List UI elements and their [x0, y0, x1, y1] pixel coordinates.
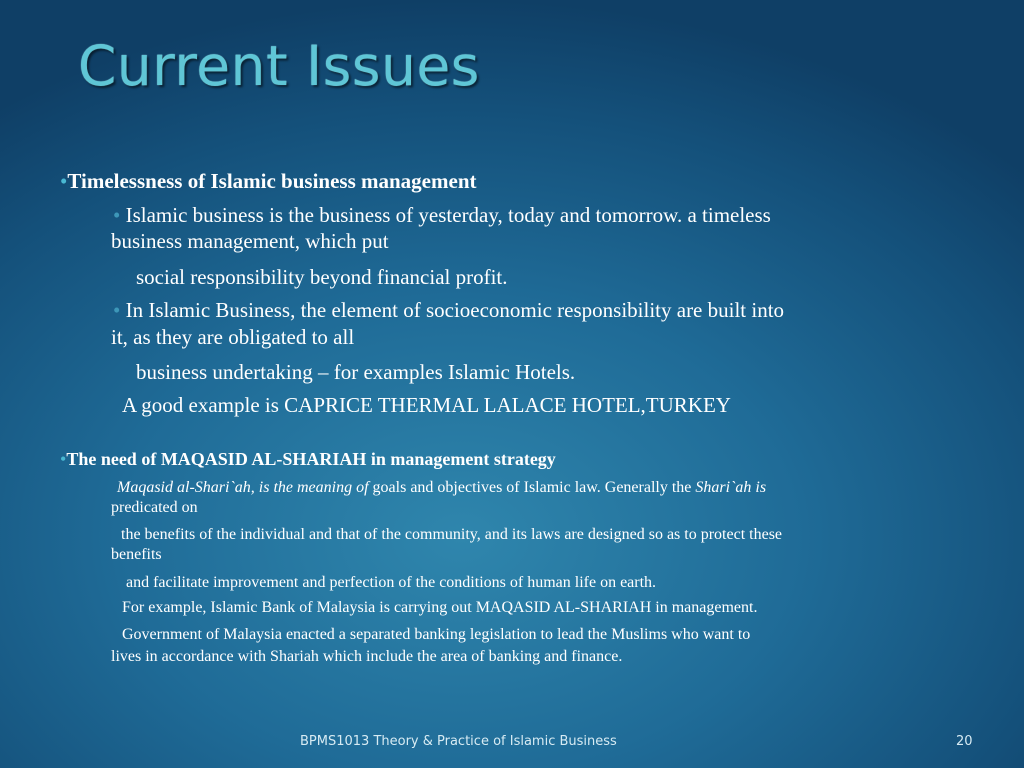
item-text: Islamic business is the business of yesterday, today and tomorrow. a timeless — [125, 203, 771, 227]
section-2-para-2-line-1: the benefits of the individual and that of the community, and its laws are designed so as to protect these — [121, 526, 783, 543]
section-2-para-5-line-2: lives in accordance with Shariah which include the area of banking and finance. — [111, 648, 623, 665]
section-2-heading — [60, 449, 556, 470]
item-text: In Islamic Business, the element of socioeconomic responsibility are built into — [125, 298, 785, 322]
section-2-para-1-line-2: predicated on — [111, 499, 198, 516]
bullet-icon: • — [113, 298, 121, 322]
section-1-item-2-line-1 — [113, 298, 784, 323]
italic-text: Shari`ah is — [695, 479, 767, 496]
section-1-item-1-line-1 — [113, 203, 771, 228]
slide-title: Current Issues — [78, 34, 480, 98]
section-1-heading-text: Timelessness of Islamic business management — [67, 169, 477, 193]
section-1-item-1-line-3: social responsibility beyond financial profit. — [136, 265, 508, 289]
section-2-para-5-line-1: Government of Malaysia enacted a separated banking legislation to lead the Muslims who want to — [122, 626, 751, 643]
section-2-para-2-line-2: benefits — [111, 546, 162, 563]
page-number: 20 — [956, 734, 973, 749]
section-2-para-1-line-1 — [117, 478, 766, 498]
section-1-item-2-line-2: it, as they are obligated to all — [111, 325, 355, 349]
section-1-item-1-line-2: business management, which put — [111, 229, 389, 253]
bullet-icon: • — [60, 169, 68, 193]
italic-text: Maqasid al-Shari`ah, is the meaning of — [117, 479, 369, 496]
section-1-item-2-line-3: business undertaking – for examples Islamic Hotels. — [136, 360, 576, 384]
section-2-para-4: For example, Islamic Bank of Malaysia is carrying out MAQASID AL-SHARIAH in management. — [122, 599, 758, 616]
plain-text: goals and objectives of Islamic law. Generally the — [368, 479, 696, 496]
footer-course-title: BPMS1013 Theory & Practice of Islamic Business — [300, 734, 617, 749]
section-1-heading — [60, 169, 477, 194]
section-2-heading-text: The need of MAQASID AL-SHARIAH in management strategy — [66, 449, 556, 469]
bullet-icon: • — [60, 449, 67, 469]
section-2-para-3: and facilitate improvement and perfection of the conditions of human life on earth. — [126, 574, 657, 591]
section-1-item-3: A good example is CAPRICE THERMAL LALACE HOTEL,TURKEY — [122, 393, 731, 417]
bullet-icon: • — [113, 203, 121, 227]
